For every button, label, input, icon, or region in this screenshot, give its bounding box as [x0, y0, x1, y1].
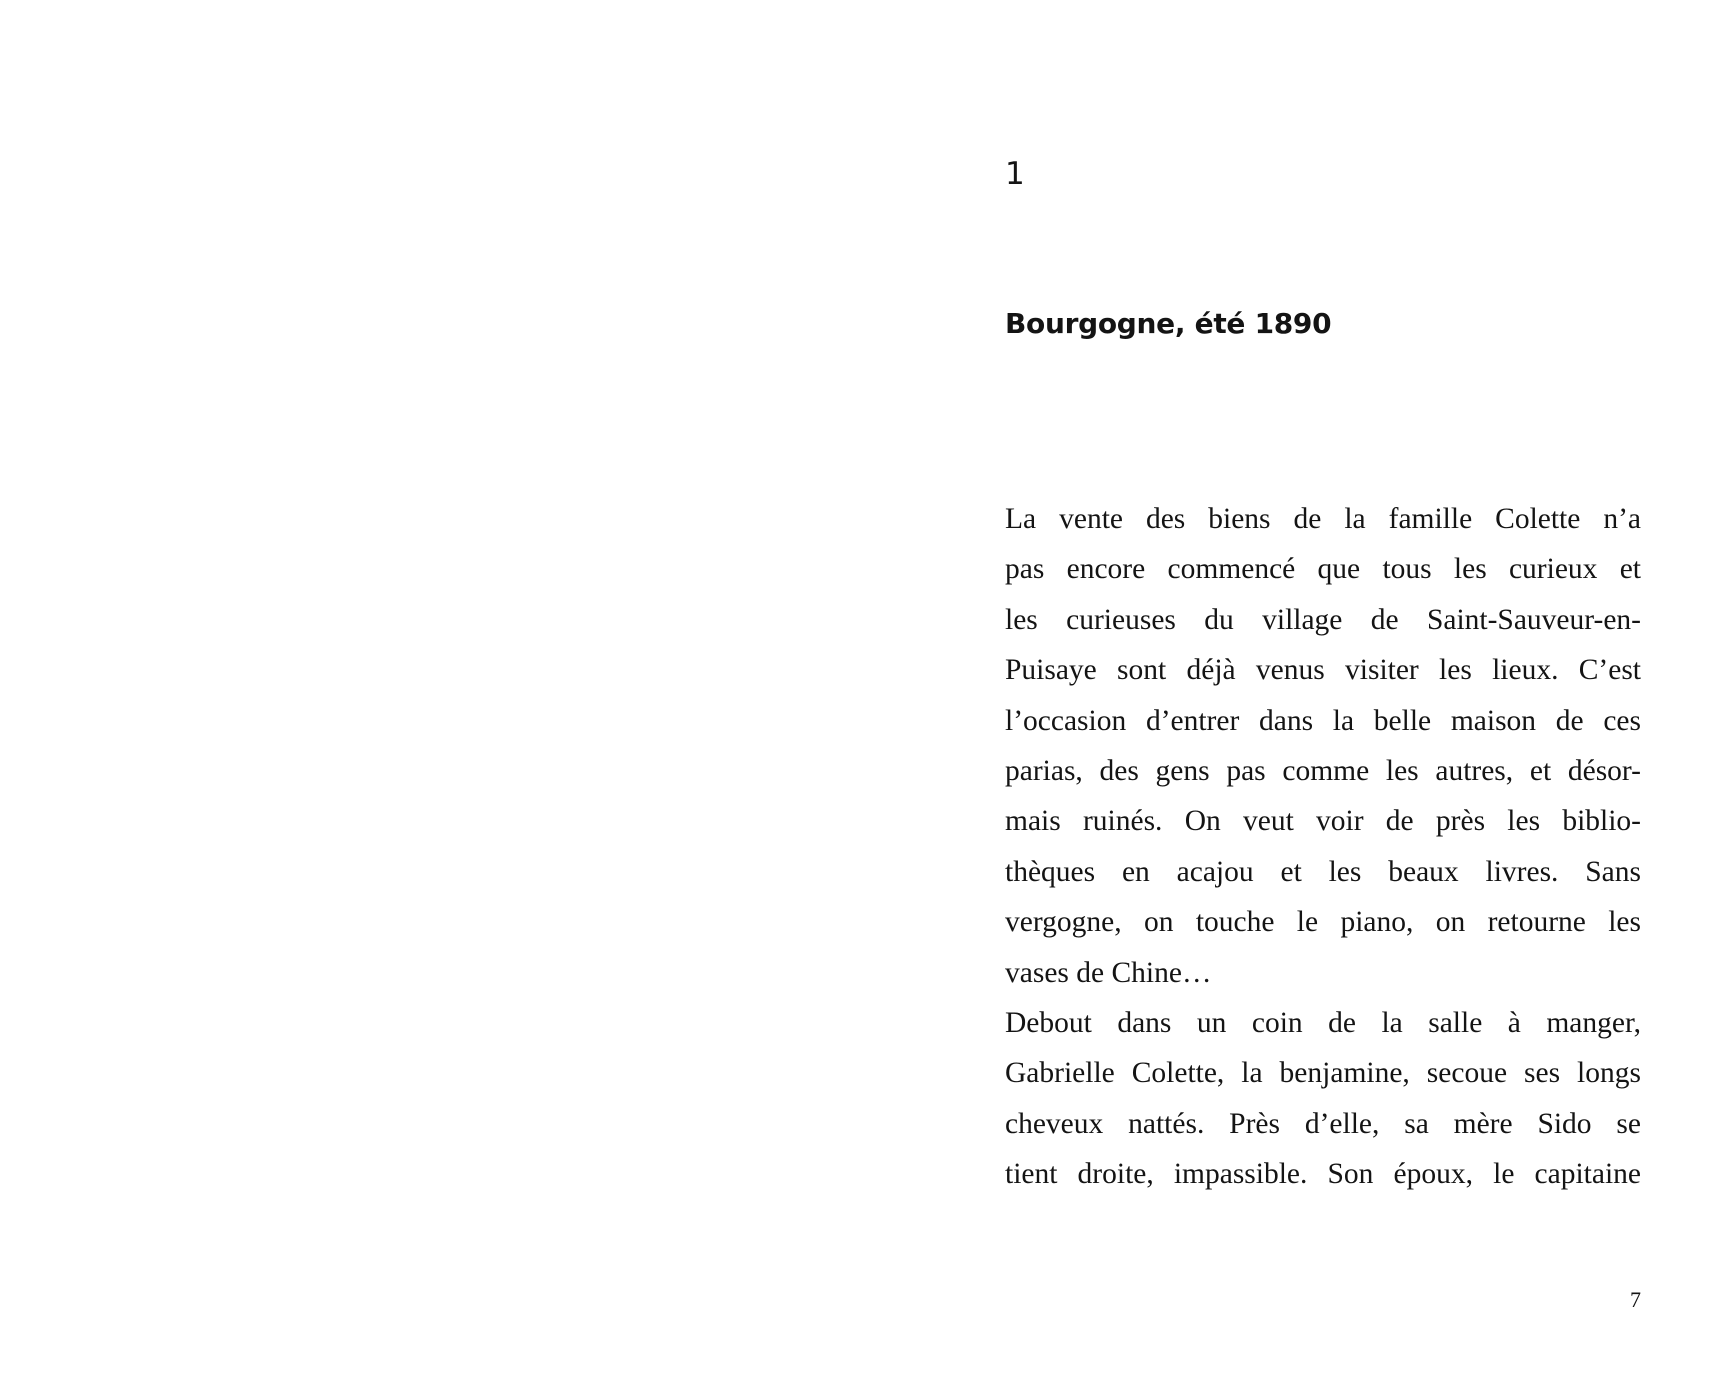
left-page-blank [0, 0, 865, 1384]
text-line: pas encore commencé que tous les curieux et [1005, 553, 1641, 586]
text-line: Debout dans un coin de la salle à manger, [1005, 1007, 1641, 1040]
chapter-title: Bourgogne, été 1890 [1005, 307, 1332, 340]
page-number: 7 [1630, 1287, 1641, 1312]
text-line: vergogne, on touche le piano, on retourne les [1005, 906, 1641, 939]
text-line: thèques en acajou et les beaux livres. Sans [1005, 855, 1641, 888]
body-text [1005, 494, 1641, 1200]
chapter-number: 1 [1005, 156, 1025, 192]
text-line: mais ruinés. On veut voir de près les biblio- [1005, 805, 1641, 838]
text-line: parias, des gens pas comme les autres, et désor- [1005, 755, 1641, 788]
text-line: l’occasion d’entrer dans la belle maison de ces [1005, 704, 1641, 737]
text-line: Puisaye sont déjà venus visiter les lieux. C’est [1005, 654, 1641, 687]
text-line: cheveux nattés. Près d’elle, sa mère Sido se [1005, 1107, 1641, 1140]
text-line: Gabrielle Colette, la benjamine, secoue ses longs [1005, 1057, 1641, 1090]
text-line: La vente des biens de la famille Colette n’a [1005, 503, 1641, 535]
text-line: vases de Chine… [1005, 956, 1212, 989]
right-page [865, 0, 1731, 1384]
text-line: les curieuses du village de Saint-Sauveur-en- [1005, 603, 1641, 636]
text-line: tient droite, impassible. Son époux, le capitaine [1005, 1158, 1641, 1191]
